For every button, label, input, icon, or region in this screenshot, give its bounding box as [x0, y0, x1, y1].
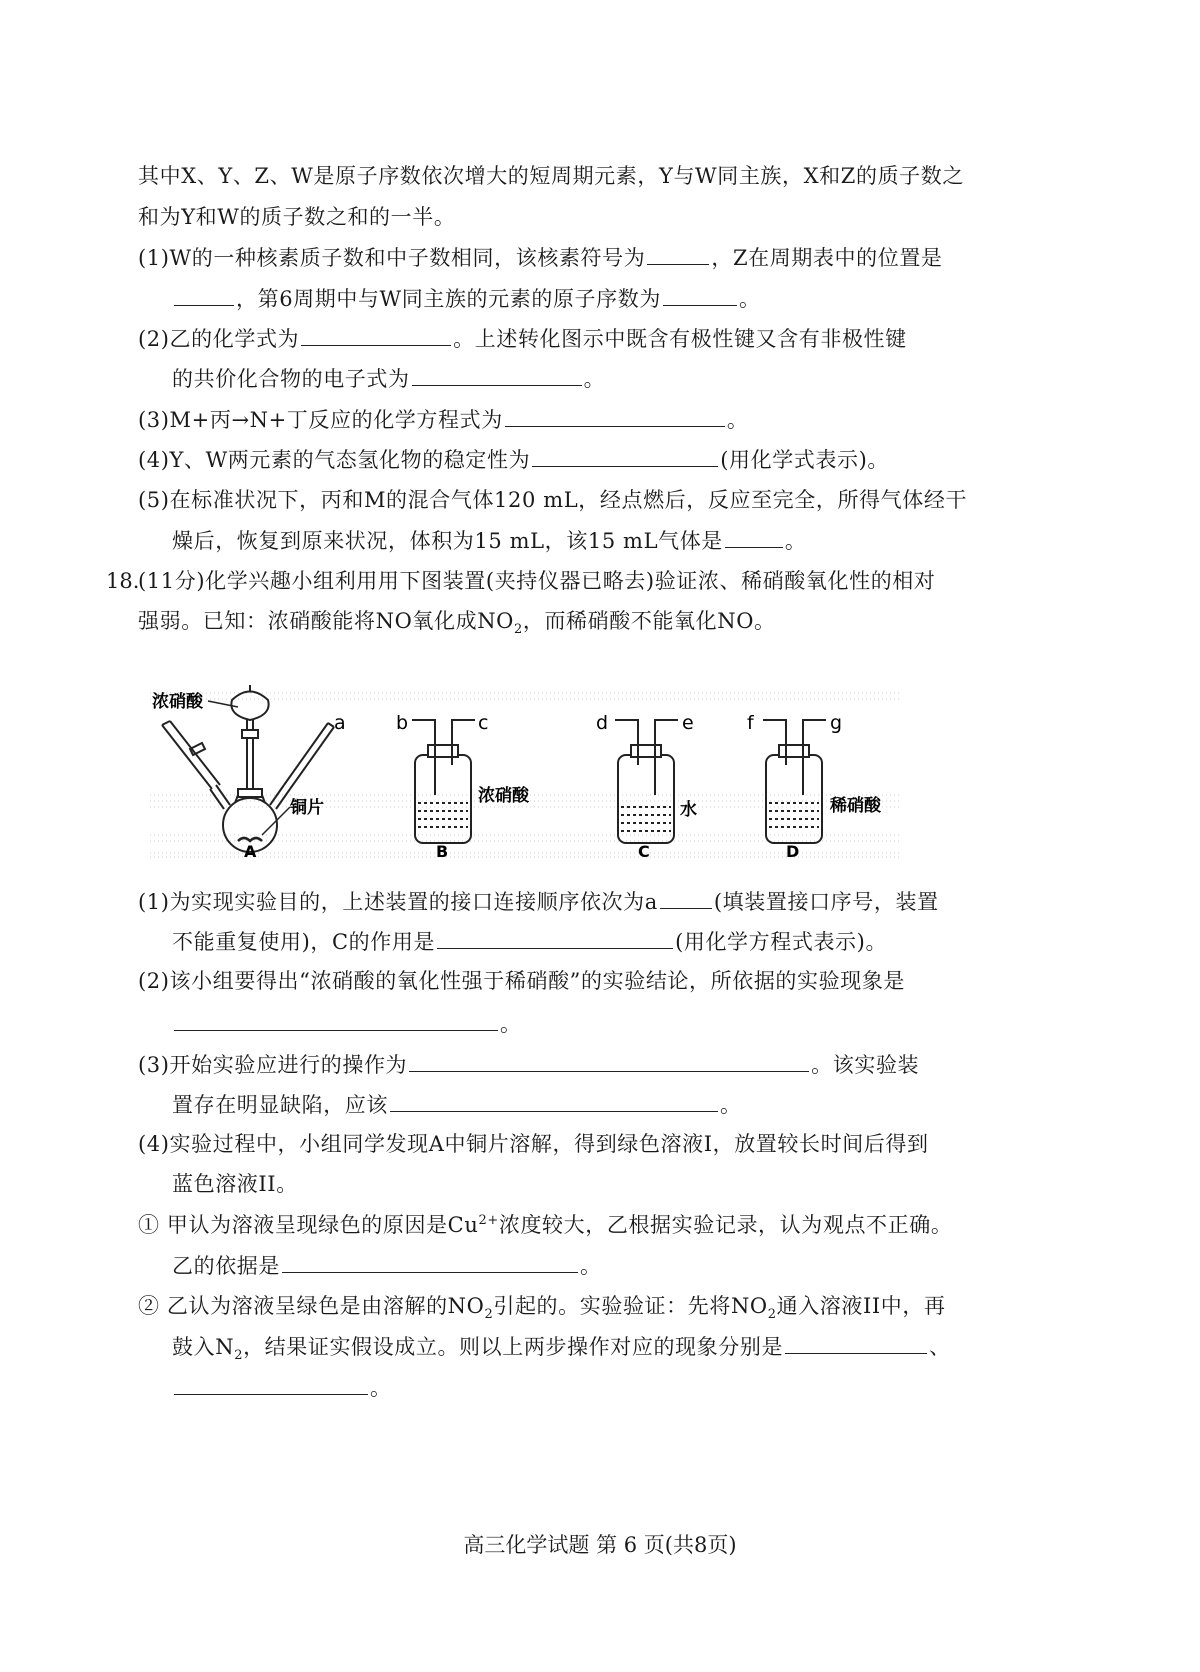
q18-sub2-text-g: 。	[370, 1376, 392, 1400]
q17-part1-text-d: 。	[738, 287, 761, 311]
label-water: 水	[680, 800, 697, 820]
q17-part1-text-a: (1)W的一种核素质子数和中子数相同，该核素符号为	[138, 246, 646, 270]
q17-part2-line1	[138, 323, 907, 354]
port-f: f	[747, 712, 754, 734]
q17-part5-line2	[172, 525, 807, 556]
q18-part3-blank-2[interactable]	[390, 1089, 718, 1112]
intro-line-1: 其中X、Y、Z、W是原子序数依次增大的短周期元素，Y与W同主族，X和Z的质子数之	[138, 164, 964, 188]
label-conc-acid-b: 浓硝酸	[478, 786, 529, 806]
q18-sub2-line2	[172, 1331, 951, 1362]
q17-part4-text-a: (4)Y、W两元素的气态氢化物的稳定性为	[138, 448, 531, 472]
caption-d: D	[786, 842, 800, 861]
q17-part5-line1: (5)在标准状况下，丙和M的混合气体120 mL，经点燃后，反应至完全，所得气体经干	[138, 488, 968, 512]
apparatus-d	[763, 720, 826, 843]
page-footer: 高三化学试题 第 6 页(共8页)	[463, 1533, 737, 1557]
q18-sub1-text-a: ① 甲认为溶液呈现绿色的原因是Cu	[138, 1213, 479, 1237]
q18-sub1-text-b: 浓度较大，乙根据实验记录，认为观点不正确。	[498, 1213, 953, 1237]
q18-sub2-blank-1[interactable]	[785, 1331, 927, 1354]
q18-part2-text-b: 。	[500, 1012, 522, 1036]
q18-sub1-text-d: 。	[580, 1254, 602, 1278]
q18-part4-line1: (4)实验过程中，小组同学发现A中铜片溶解，得到绿色溶液I，放置较长时间后得到	[138, 1132, 929, 1156]
apparatus-b	[412, 720, 475, 843]
q18-sub2-sub-2: 2	[767, 1307, 777, 1323]
q17-part4-line	[138, 444, 889, 475]
q17-part1-line2	[172, 283, 761, 314]
q17-part1-line1	[138, 242, 943, 273]
intro-line-2: 和为Y和W的质子数之和的一半。	[138, 205, 456, 229]
q18-part3-line1	[138, 1049, 919, 1080]
q18-stem-line1: (11分)化学兴趣小组利用用下图装置(夹持仪器已略去)验证浓、稀硝酸氧化性的相对	[138, 569, 936, 593]
q18-part2-blank[interactable]	[174, 1008, 498, 1031]
q18-part1-text-c: 不能重复使用)，C的作用是	[172, 930, 436, 954]
port-e: e	[682, 712, 694, 734]
q17-part2-text-a: (2)乙的化学式为	[138, 327, 300, 351]
q18-number: 18.	[106, 569, 140, 593]
q18-part1-text-b: (填装置接口序号，装置	[713, 890, 939, 914]
q17-part2-blank-2[interactable]	[412, 363, 582, 386]
q17-part5-text-c: 。	[784, 529, 807, 553]
port-c: c	[478, 712, 489, 734]
q17-part2-text-b: 。上述转化图示中既含有极性键又含有非极性键	[453, 327, 907, 351]
port-b: b	[396, 712, 409, 734]
q18-stem-line2	[138, 606, 776, 636]
q17-part1-text-b: ，Z在周期表中的位置是	[711, 246, 943, 270]
q17-part3-text-b: 。	[726, 408, 749, 432]
q18-part3-blank-1[interactable]	[409, 1049, 809, 1072]
label-copper: 铜片	[290, 798, 324, 818]
q17-part3-line	[138, 404, 748, 435]
q17-part2-text-d: 。	[583, 367, 606, 391]
apparatus-c	[615, 720, 678, 843]
caption-a: A	[244, 842, 257, 861]
q18-part3-line2	[172, 1089, 742, 1120]
caption-c: C	[638, 842, 650, 861]
q18-part3-text-b: 。该实验装	[811, 1053, 920, 1077]
q17-part5-blank[interactable]	[725, 525, 783, 548]
port-a: a	[334, 712, 346, 734]
q18-sub2-line1	[138, 1291, 946, 1321]
q18-sub2-line3	[172, 1372, 392, 1403]
q18-sub1-blank[interactable]	[282, 1250, 578, 1273]
apparatus-figure	[150, 685, 950, 915]
caption-b: B	[436, 842, 449, 861]
q17-part2-line2	[172, 363, 605, 394]
q18-part1-blank-1[interactable]	[660, 886, 712, 909]
q18-part1-text-a: (1)为实现实验目的，上述装置的接口连接顺序依次为a	[138, 890, 658, 914]
q18-sub1-text-c: 乙的依据是	[172, 1254, 280, 1278]
q18-part2-line2	[172, 1008, 522, 1039]
q18-sub2-text-b: 引起的。实验验证：先将NO	[493, 1294, 768, 1318]
figure-background-dots	[150, 693, 900, 857]
q17-part2-text-c: 的共价化合物的电子式为	[172, 367, 410, 391]
q18-stem-text-b: ，而稀硝酸不能氧化NO。	[522, 609, 776, 633]
q18-sub2-text-a: ② 乙认为溶液呈绿色是由溶解的NO	[138, 1294, 485, 1318]
q18-sub2-text-c: 通入溶液II中，再	[776, 1294, 946, 1318]
q17-part1-text-c: ，第6周期中与W同主族的元素的原子序数为	[236, 287, 661, 311]
q17-part1-blank-3[interactable]	[663, 283, 737, 306]
q18-sub2-sub-3: 2	[234, 1348, 244, 1364]
q18-sub2-text-d: 鼓入N	[172, 1335, 235, 1359]
q17-part1-blank-2[interactable]	[174, 283, 234, 306]
q17-part3-blank[interactable]	[505, 404, 725, 427]
q18-sub2-sub-1: 2	[484, 1307, 494, 1323]
port-d: d	[596, 712, 609, 734]
q18-sub1-line2	[172, 1250, 602, 1281]
q18-part1-blank-2[interactable]	[437, 926, 673, 949]
q17-part4-text-b: (用化学式表示)。	[720, 448, 889, 472]
leader-conc-acid-top	[208, 701, 238, 707]
q18-part3-text-d: 。	[720, 1093, 742, 1117]
q18-part3-text-a: (3)开始实验应进行的操作为	[138, 1053, 408, 1077]
q18-sub2-blank-2[interactable]	[174, 1372, 368, 1395]
q18-part4-line2: 蓝色溶液II。	[172, 1172, 298, 1196]
q18-sub1-sup: 2+	[478, 1213, 499, 1228]
q18-stem-text-a: 强弱。已知：浓硝酸能将NO氧化成NO	[138, 609, 514, 633]
q17-part2-blank-1[interactable]	[301, 323, 451, 346]
label-conc-acid-top: 浓硝酸	[152, 692, 203, 712]
q18-part1-text-d: (用化学方程式表示)。	[675, 930, 888, 954]
port-g: g	[830, 712, 843, 734]
q18-part1-line1	[138, 886, 939, 917]
q18-part3-text-c: 置存在明显缺陷，应该	[172, 1093, 388, 1117]
q18-sub2-text-f: 、	[929, 1335, 951, 1359]
q17-part4-blank[interactable]	[532, 444, 718, 467]
q18-sub1-line1	[138, 1210, 952, 1240]
q18-part1-line2	[172, 926, 887, 957]
q17-part1-blank-1[interactable]	[647, 242, 709, 265]
q18-stem-sub: 2	[513, 622, 523, 638]
q18-sub2-text-e: ，结果证实假设成立。则以上两步操作对应的现象分别是	[243, 1335, 784, 1359]
q17-part3-text-a: (3)M+丙→N+丁反应的化学方程式为	[138, 408, 503, 432]
q17-part5-text-b: 燥后，恢复到原来状况，体积为15 mL，该15 mL气体是	[172, 529, 723, 553]
q18-part2-line1: (2)该小组要得出“浓硝酸的氧化性强于稀硝酸”的实验结论，所依据的实验现象是	[138, 969, 906, 993]
label-dilute-acid: 稀硝酸	[830, 796, 881, 816]
